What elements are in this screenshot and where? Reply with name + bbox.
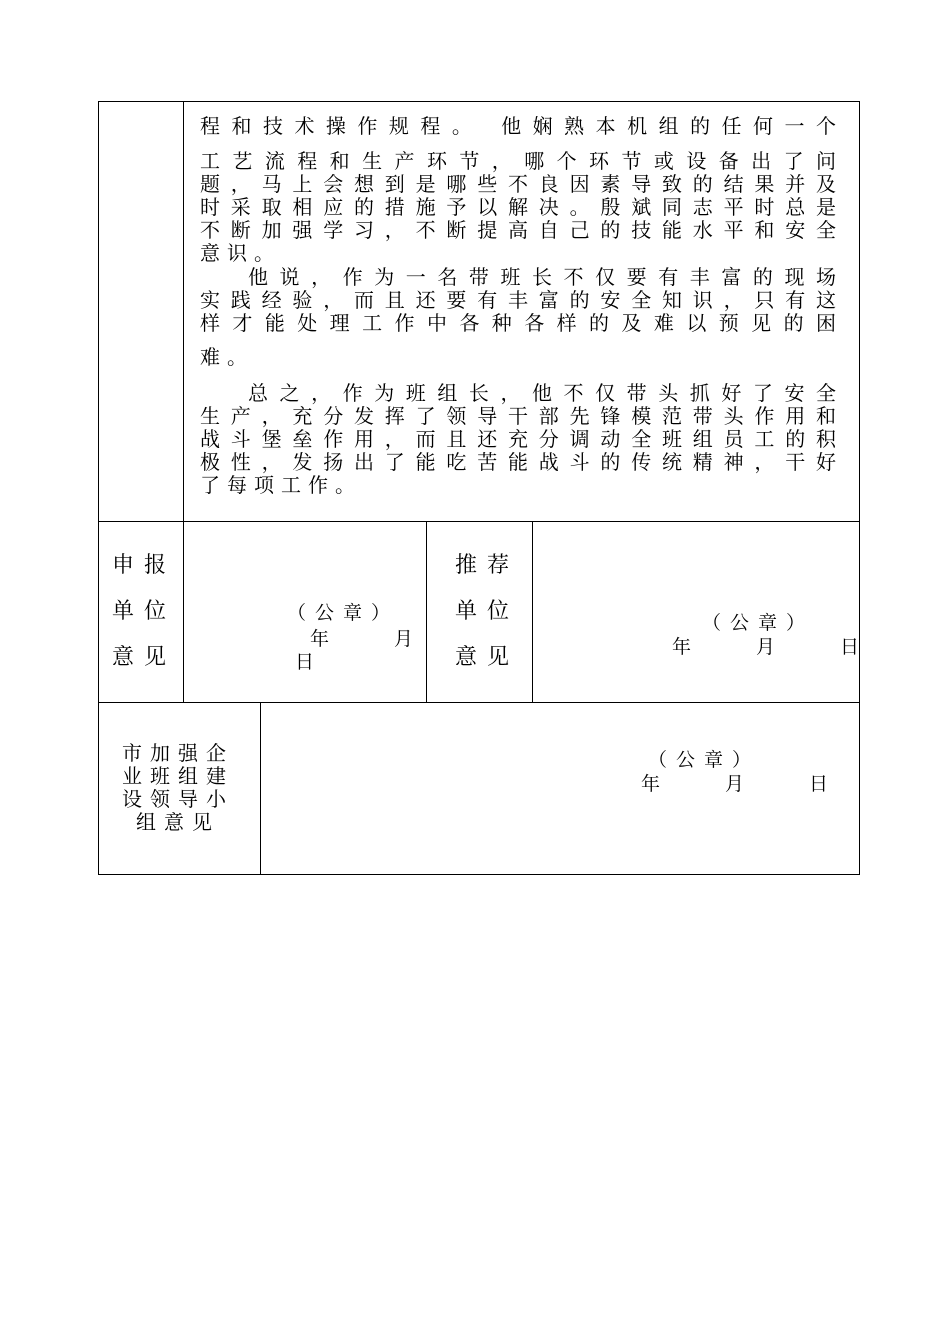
body-line: 时采取相应的措施予以解决。殷斌同志平时总是: [200, 195, 843, 219]
label-line: 意见: [455, 645, 520, 670]
body-line: 工艺流程和生产环节，哪个环节或设备出了问: [200, 149, 843, 173]
body-line: 了每项工作。: [200, 473, 362, 497]
body-paragraph-2: [200, 266, 843, 335]
label-line: 推荐: [455, 553, 520, 578]
body-paragraph-1-cont: [200, 150, 843, 265]
row1-column-divider: [183, 101, 184, 521]
row2-divider-2: [426, 521, 427, 702]
label-line: 申报: [112, 553, 177, 578]
body-line: 生产，充分发挥了领导干部先锋模范带头作用和: [200, 404, 843, 428]
label-line: 意见: [112, 645, 177, 670]
body-paragraph-1: [200, 115, 843, 151]
body-line: 不断加强学习，不断提高自己的技能水平和安全: [200, 218, 843, 242]
body-line: 实践经验，而且还要有丰富的安全知识，只有这: [200, 288, 843, 312]
label-line: 单位: [112, 599, 177, 624]
body-line: 意识。: [200, 241, 281, 265]
label-line: 单位: [455, 599, 520, 624]
row2-divider-1: [183, 521, 184, 702]
row2-bottom-border: [98, 702, 860, 703]
city-group-seal: （公章）: [648, 749, 761, 771]
city-group-date: 年 月 日: [641, 773, 838, 795]
body-paragraph-3: [200, 382, 843, 497]
city-group-label: [112, 742, 244, 834]
row1-bottom-border: [98, 521, 860, 522]
body-line: 程和技术操作规程。 他娴熟本机组的任何一个: [200, 114, 843, 138]
recommend-unit-label: [455, 543, 519, 681]
body-line: 样才能处理工作中各种各样的及难以预见的困: [200, 311, 843, 335]
body-line: 战斗堡垒作用，而且还充分调动全班组员工的积: [200, 427, 843, 451]
label-line: 设领导小: [122, 787, 234, 811]
label-line: 组意见: [136, 810, 220, 834]
recommend-unit-date: 年 月 日: [672, 636, 869, 658]
label-line: 业班组建: [122, 764, 234, 788]
apply-unit-date-year-month: 年 月: [310, 628, 423, 650]
body-line: 总之，作为班组长，他不仅带头抓好了安全: [248, 381, 843, 405]
row3-divider: [260, 702, 261, 875]
row2-divider-3: [532, 521, 533, 702]
recommend-unit-seal: （公章）: [702, 612, 815, 634]
body-line: 题，马上会想到是哪些不良因素导致的结果并及: [200, 172, 843, 196]
body-line: 他说，作为一名带班长不仅要有丰富的现场: [248, 265, 843, 289]
body-line: 极性，发扬出了能吃苦能战斗的传统精神，干好: [200, 450, 843, 474]
apply-unit-seal: （公章）: [287, 602, 400, 624]
body-paragraph-2-end: [200, 346, 843, 369]
apply-unit-date-day: 日: [295, 651, 324, 673]
label-line: 市加强企: [122, 741, 234, 765]
apply-unit-label: [112, 543, 176, 681]
body-line: 难。: [200, 345, 254, 369]
